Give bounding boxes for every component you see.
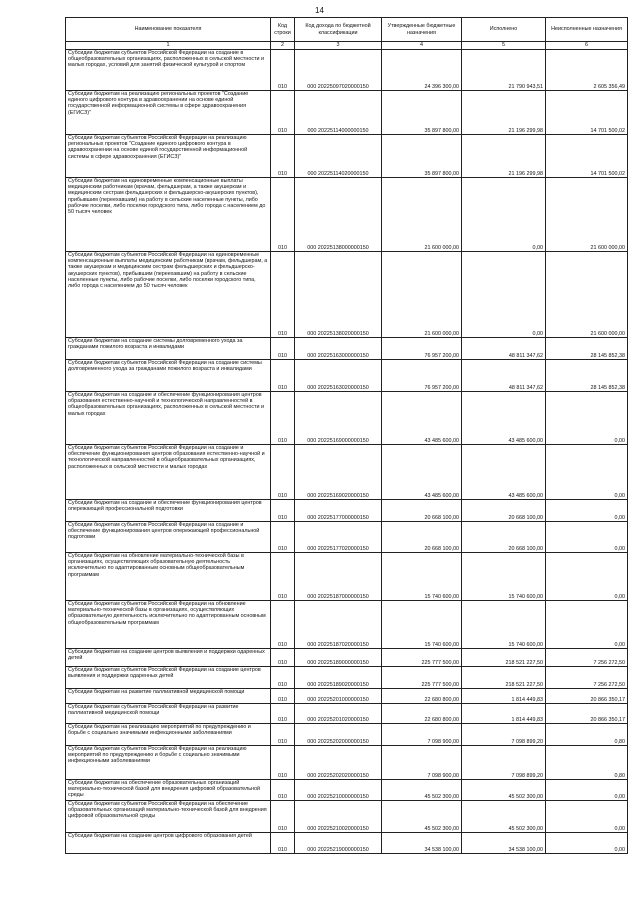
row-unexecuted: 7 256 272,50 [546,667,628,689]
table-row [66,135,628,178]
row-unexecuted: 28 145 852,38 [546,360,628,392]
row-unexecuted: 20 866 350,17 [546,689,628,704]
table-row [66,780,628,801]
row-line-code: 010 [271,338,295,360]
row-approved: 43 485 600,00 [382,445,462,500]
row-line-code: 010 [271,746,295,780]
column-number: 1 [66,42,271,50]
table-row [66,704,628,724]
row-income-code: 000 20225169020000150 [295,445,382,500]
row-name: Субсидии бюджетам на создание центров выявления и поддержки одаренных детей [66,649,271,667]
row-approved: 7 098 900,00 [382,746,462,780]
page-number: 14 [315,6,324,15]
table-row [66,649,628,667]
row-income-code: 000 20225163000000150 [295,338,382,360]
row-executed: 45 502 300,00 [462,780,546,801]
row-executed: 0,00 [462,252,546,338]
header-name: Наименование показателя [66,18,271,42]
table-row [66,746,628,780]
column-number: 6 [546,42,628,50]
row-line-code: 010 [271,360,295,392]
row-line-code: 010 [271,91,295,135]
row-income-code: 000 20225187020000150 [295,601,382,649]
row-income-code: 000 20225201000000150 [295,689,382,704]
row-unexecuted: 0,00 [546,553,628,601]
row-approved: 22 680 800,00 [382,704,462,724]
row-income-code: 000 20225210020000150 [295,801,382,833]
row-unexecuted: 7 256 272,50 [546,649,628,667]
row-name: Субсидии бюджетам на единовременные компенсационные выплаты медицинским работникам (врачам, фельдшерам, а также акушеркам и медицинским сестрам фельдшерских и фельдшерско-акушерских пунктов), прибывшим (переехавшим) на работу в сельские населенные пункты, либо рабочие поселки, либо поселки городского типа, либо города с населением до 50 тысяч человек [66,178,271,252]
row-executed: 218 521 227,50 [462,667,546,689]
table-row [66,522,628,553]
row-executed: 20 668 100,00 [462,522,546,553]
row-executed: 0,00 [462,178,546,252]
row-executed: 20 668 100,00 [462,500,546,522]
row-executed: 1 814 449,83 [462,704,546,724]
row-approved: 21 600 000,00 [382,178,462,252]
row-name: Субсидии бюджетам субъектов Российской Федерации на реализацию мероприятий по предупреждению и борьбе с социально значимыми инфекционными заболеваниями [66,746,271,780]
row-approved: 35 897 800,00 [382,135,462,178]
row-name: Субсидии бюджетам субъектов Российской Федерации на создание и обеспечение функционирования центров опережающей профессиональной подготовки [66,522,271,553]
row-executed: 21 196 299,98 [462,135,546,178]
row-line-code: 010 [271,833,295,854]
header-approved: Утвержденные бюджетные назначения [382,18,462,42]
row-approved: 35 897 800,00 [382,91,462,135]
row-unexecuted: 0,80 [546,746,628,780]
row-executed: 48 811 347,62 [462,360,546,392]
column-number: 4 [382,42,462,50]
row-name: Субсидии бюджетам на реализацию региональных проектов "Создание единого цифрового контура в здравоохранении на основе единой государственной информационной системы в сфере здравоохранения (ЕГИСЗ)" [66,91,271,135]
row-executed: 21 790 943,51 [462,50,546,91]
row-executed: 218 521 227,50 [462,649,546,667]
table-row [66,338,628,360]
row-income-code: 000 20225189020000150 [295,667,382,689]
row-line-code: 010 [271,252,295,338]
row-name: Субсидии бюджетам на создание центров цифрового образования детей [66,833,271,854]
column-number: 3 [295,42,382,50]
table-row [66,833,628,854]
row-line-code: 010 [271,704,295,724]
row-name: Субсидии бюджетам субъектов Российской Федерации на обеспечение образовательных организаций материально-технической базой для внедрения цифровой образовательной среды [66,801,271,833]
row-approved: 7 098 900,00 [382,724,462,746]
row-name: Субсидии бюджетам на обновление материально-технической базы в организациях, осуществляющих образовательную деятельность исключительно по адаптированным основным общеобразовательным программам [66,553,271,601]
row-unexecuted: 2 605 356,49 [546,50,628,91]
row-name: Субсидии бюджетам на создание системы долговременного ухода за гражданами пожилого возраста и инвалидами [66,338,271,360]
row-income-code: 000 20225169000000150 [295,392,382,445]
table-row [66,91,628,135]
row-name: Субсидии бюджетам субъектов Российской Федерации на создание в общеобразовательных организациях, расположенных в сельской местности и малых городах, условий для занятий физической культурой и спортом [66,50,271,91]
row-line-code: 010 [271,780,295,801]
row-approved: 24 396 300,00 [382,50,462,91]
row-executed: 34 538 100,00 [462,833,546,854]
row-unexecuted: 0,00 [546,445,628,500]
row-line-code: 010 [271,392,295,445]
row-executed: 21 196 299,98 [462,91,546,135]
table-row [66,601,628,649]
table-row [66,801,628,833]
row-name: Субсидии бюджетам субъектов Российской Федерации на создание и обеспечение функционирования центров образования естественно-научной и технологической направленностей в общеобразовательных организациях, расположенных в сельской местности и малых городах [66,445,271,500]
column-number: 2 [271,42,295,50]
table-row [66,724,628,746]
row-unexecuted: 28 145 852,38 [546,338,628,360]
row-executed: 7 098 899,20 [462,746,546,780]
row-approved: 20 668 100,00 [382,522,462,553]
row-executed: 43 485 600,00 [462,392,546,445]
table-row [66,392,628,445]
row-line-code: 010 [271,689,295,704]
row-unexecuted: 20 866 350,17 [546,704,628,724]
row-line-code: 010 [271,667,295,689]
row-approved: 76 957 200,00 [382,338,462,360]
row-executed: 48 811 347,62 [462,338,546,360]
row-income-code: 000 20225202000000150 [295,724,382,746]
column-number: 5 [462,42,546,50]
row-unexecuted: 21 600 000,00 [546,178,628,252]
row-income-code: 000 20225201020000150 [295,704,382,724]
row-line-code: 010 [271,178,295,252]
budget-report-table [65,17,628,854]
table-row [66,360,628,392]
row-income-code: 000 20225210000000150 [295,780,382,801]
row-unexecuted: 0,00 [546,833,628,854]
table-row [66,500,628,522]
row-unexecuted: 0,00 [546,500,628,522]
row-line-code: 010 [271,445,295,500]
row-name: Субсидии бюджетам субъектов Российской Федерации на реализацию региональных проектов "Создание единого цифрового контура в здравоохранении на основе единой государственной информационной системы в сфере здравоохранения (ЕГИСЗ)" [66,135,271,178]
row-income-code: 000 20225202020000150 [295,746,382,780]
row-unexecuted: 0,00 [546,522,628,553]
row-unexecuted: 0,00 [546,601,628,649]
row-unexecuted: 14 701 500,02 [546,91,628,135]
row-approved: 21 600 000,00 [382,252,462,338]
row-income-code: 000 20225138020000150 [295,252,382,338]
row-income-code: 000 20225189000000150 [295,649,382,667]
row-approved: 15 740 600,00 [382,553,462,601]
header-unexecuted: Неисполненные назначения [546,18,628,42]
row-name: Субсидии бюджетам субъектов Российской Федерации на единовременные компенсационные выплаты медицинским работникам (врачам, фельдшерам, а также акушеркам и медицинским сестрам фельдшерских и фельдшерско-акушерских пунктов), прибывшим (переехавшим) на работу в сельские населенные пункты, либо рабочие поселки, либо поселки городского типа, либо города с населением до 50 тысяч человек [66,252,271,338]
row-name: Субсидии бюджетам субъектов Российской Федерации на создание системы долговременного ухода за гражданами пожилого возраста и инвалидами [66,360,271,392]
row-name: Субсидии бюджетам на реализацию мероприятий по предупреждению и борьбе с социально значимыми инфекционными заболеваниями [66,724,271,746]
row-unexecuted: 0,00 [546,801,628,833]
row-name: Субсидии бюджетам на создание и обеспечение функционирования центров образования естественно-научной и технологической направленностей в общеобразовательных организациях, расположенных в сельской местности и малых городах [66,392,271,445]
table-row [66,689,628,704]
row-approved: 225 777 500,00 [382,649,462,667]
row-approved: 45 502 300,00 [382,801,462,833]
row-line-code: 010 [271,801,295,833]
row-executed: 15 740 600,00 [462,553,546,601]
row-income-code: 000 20225163020000150 [295,360,382,392]
table-row [66,178,628,252]
row-income-code: 000 20225177020000150 [295,522,382,553]
header-income-code: Код дохода по бюджетной классификации [295,18,382,42]
row-line-code: 010 [271,50,295,91]
row-approved: 15 740 600,00 [382,601,462,649]
row-unexecuted: 0,00 [546,392,628,445]
row-name: Субсидии бюджетам на развитие паллиативной медицинской помощи [66,689,271,704]
row-name: Субсидии бюджетам субъектов Российской Федерации на создание центров выявления и поддержки одаренных детей [66,667,271,689]
row-name: Субсидии бюджетам на обеспечение образовательных организаций материально-технической базой для внедрения цифровой образовательной среды [66,780,271,801]
row-name: Субсидии бюджетам субъектов Российской Федерации на обновление материально-технической базы в организациях, осуществляющих образовательную деятельность исключительно по адаптированным основным общеобразовательным программам [66,601,271,649]
row-executed: 7 098 899,20 [462,724,546,746]
row-approved: 76 957 200,00 [382,360,462,392]
row-unexecuted: 14 701 500,02 [546,135,628,178]
row-executed: 15 740 600,00 [462,601,546,649]
row-unexecuted: 21 600 000,00 [546,252,628,338]
row-income-code: 000 20225219000000150 [295,833,382,854]
row-line-code: 010 [271,601,295,649]
row-approved: 22 680 800,00 [382,689,462,704]
header-executed: Исполнено [462,18,546,42]
row-executed: 45 502 300,00 [462,801,546,833]
row-approved: 43 485 600,00 [382,392,462,445]
table-body [66,50,628,854]
row-unexecuted: 0,80 [546,724,628,746]
row-executed: 43 485 600,00 [462,445,546,500]
row-name: Субсидии бюджетам субъектов Российской Федерации на развитие паллиативной медицинской помощи [66,704,271,724]
table-row [66,252,628,338]
row-approved: 45 502 300,00 [382,780,462,801]
header-row [66,18,628,42]
row-income-code: 000 20225114000000150 [295,91,382,135]
row-income-code: 000 20225097020000150 [295,50,382,91]
row-line-code: 010 [271,500,295,522]
row-line-code: 010 [271,522,295,553]
row-line-code: 010 [271,553,295,601]
header-line-code: Код строки [271,18,295,42]
table-row [66,445,628,500]
row-income-code: 000 20225177000000150 [295,500,382,522]
row-line-code: 010 [271,724,295,746]
row-executed: 1 814 449,83 [462,689,546,704]
table-row [66,50,628,91]
row-income-code: 000 20225138000000150 [295,178,382,252]
row-income-code: 000 20225114020000150 [295,135,382,178]
row-income-code: 000 20225187000000150 [295,553,382,601]
row-approved: 34 538 100,00 [382,833,462,854]
table-row [66,667,628,689]
row-approved: 20 668 100,00 [382,500,462,522]
row-approved: 225 777 500,00 [382,667,462,689]
row-line-code: 010 [271,649,295,667]
column-number-row [66,42,628,50]
table-row [66,553,628,601]
row-name: Субсидии бюджетам на создание и обеспечение функционирования центров опережающей профессиональной подготовки [66,500,271,522]
row-line-code: 010 [271,135,295,178]
row-unexecuted: 0,00 [546,780,628,801]
